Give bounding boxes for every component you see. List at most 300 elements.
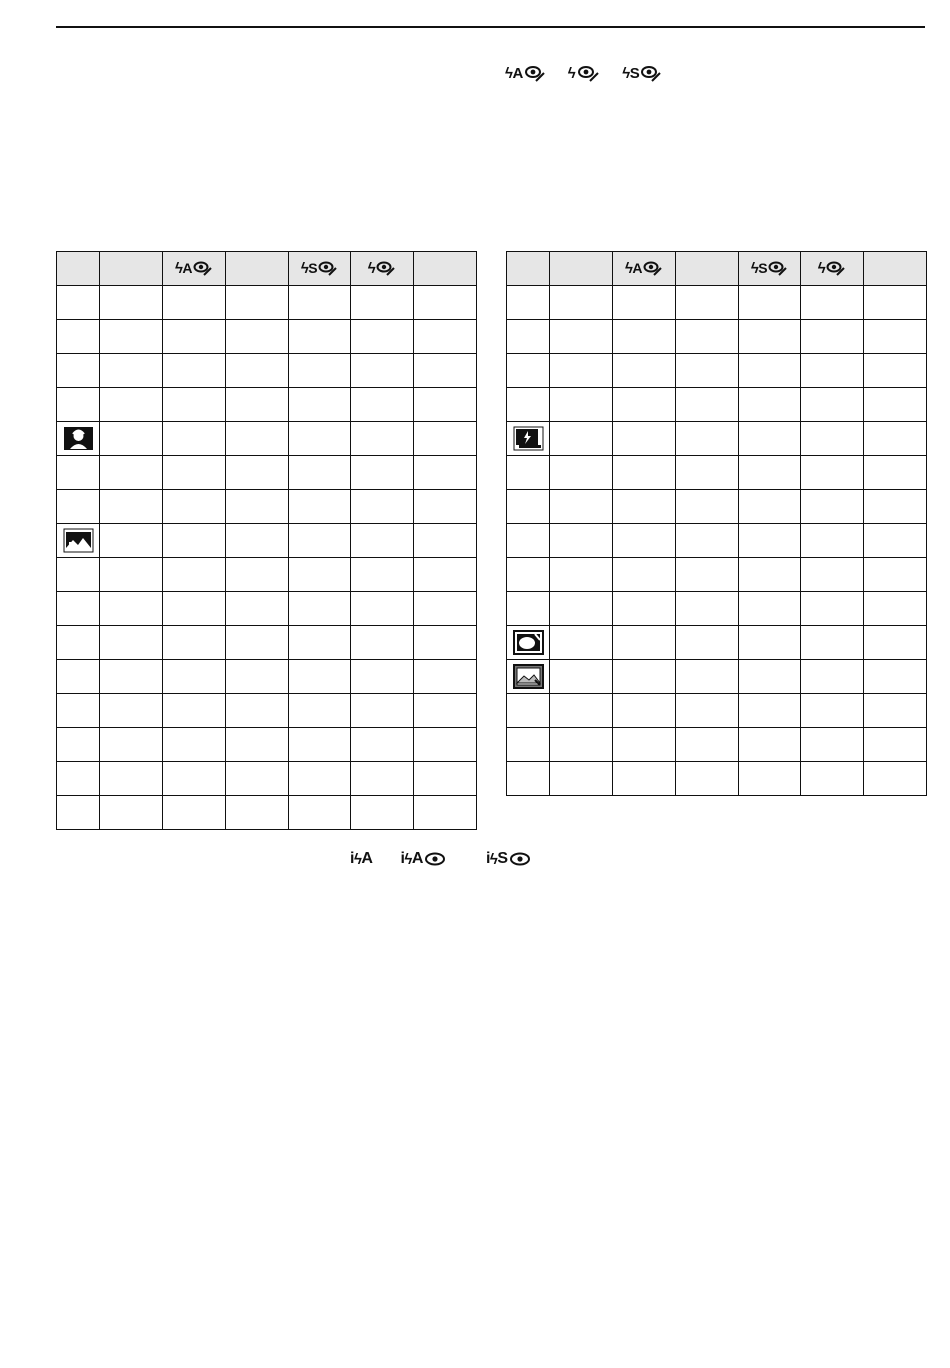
table-cell bbox=[801, 524, 864, 558]
scene-cell bbox=[507, 558, 550, 592]
table-cell bbox=[739, 558, 801, 592]
table-cell bbox=[414, 592, 477, 626]
header-cell bbox=[226, 252, 289, 286]
table-cell bbox=[414, 558, 477, 592]
eye-pen-icon bbox=[193, 259, 213, 277]
table-row bbox=[57, 592, 477, 626]
table-cell bbox=[226, 626, 289, 660]
table-row bbox=[57, 558, 477, 592]
bolt-icon: ϟ bbox=[367, 259, 376, 277]
table-cell bbox=[226, 592, 289, 626]
symbol-letter: S bbox=[308, 260, 318, 277]
table-cell bbox=[739, 762, 801, 796]
table-cell bbox=[163, 796, 226, 830]
table-cell bbox=[100, 490, 163, 524]
eye-pen-icon bbox=[643, 259, 663, 277]
top-rule bbox=[56, 26, 925, 28]
scene-cell bbox=[507, 626, 550, 660]
table-row bbox=[507, 626, 927, 660]
portrait-scene-icon bbox=[63, 426, 94, 451]
table-cell bbox=[676, 524, 739, 558]
slow-sync-redeye-reduction-symbol bbox=[301, 259, 338, 277]
scene-cell bbox=[507, 354, 550, 388]
table-cell bbox=[613, 490, 676, 524]
bolt-icon: ϟ bbox=[567, 64, 576, 82]
header-cell bbox=[163, 252, 226, 286]
table-cell bbox=[414, 694, 477, 728]
table-cell bbox=[676, 320, 739, 354]
table-cell bbox=[226, 762, 289, 796]
symbol-letter: S bbox=[497, 850, 508, 867]
table-cell bbox=[351, 388, 414, 422]
scene-cell bbox=[57, 388, 100, 422]
flash-auto-redeye-reduction-symbol bbox=[175, 259, 213, 277]
table-cell bbox=[100, 762, 163, 796]
table-row bbox=[507, 762, 927, 796]
scene-cell bbox=[57, 558, 100, 592]
table-cell bbox=[414, 286, 477, 320]
table-cell bbox=[351, 456, 414, 490]
table-cell bbox=[163, 490, 226, 524]
eye-pen-icon bbox=[318, 259, 338, 277]
table-cell bbox=[550, 286, 613, 320]
table-cell bbox=[163, 456, 226, 490]
intelligent-slow-sync-redeye-symbol bbox=[486, 850, 531, 868]
header-cell bbox=[676, 252, 739, 286]
table-cell bbox=[289, 694, 351, 728]
table-cell bbox=[226, 354, 289, 388]
scene-cell bbox=[57, 490, 100, 524]
table-cell bbox=[351, 796, 414, 830]
table-cell bbox=[801, 490, 864, 524]
header-cell bbox=[100, 252, 163, 286]
table-cell bbox=[100, 694, 163, 728]
table-cell bbox=[226, 456, 289, 490]
eye-pen-icon bbox=[576, 63, 600, 83]
scene-cell bbox=[507, 456, 550, 490]
table-cell bbox=[613, 354, 676, 388]
table-cell bbox=[163, 286, 226, 320]
landscape-frame-scene-icon bbox=[513, 664, 544, 689]
table-cell bbox=[289, 524, 351, 558]
scene-cell bbox=[507, 762, 550, 796]
flash-settings-table-left bbox=[56, 251, 477, 830]
table-row bbox=[507, 286, 927, 320]
header-cell bbox=[57, 252, 100, 286]
table-cell bbox=[613, 762, 676, 796]
table-cell bbox=[613, 320, 676, 354]
table-cell bbox=[163, 660, 226, 694]
table-cell bbox=[550, 490, 613, 524]
panorama-scene-icon bbox=[63, 528, 94, 553]
table-cell bbox=[163, 728, 226, 762]
table-cell bbox=[801, 320, 864, 354]
table-cell bbox=[226, 796, 289, 830]
header-cell bbox=[414, 252, 477, 286]
scene-cell bbox=[57, 694, 100, 728]
table-cell bbox=[801, 354, 864, 388]
table-cell bbox=[414, 524, 477, 558]
table-row bbox=[507, 490, 927, 524]
intelligent-flash-auto-symbol bbox=[350, 850, 372, 868]
header-cell bbox=[864, 252, 927, 286]
bolt-icon: ϟ bbox=[817, 259, 826, 277]
scene-cell bbox=[507, 660, 550, 694]
table-cell bbox=[550, 626, 613, 660]
flash-on-redeye-symbol bbox=[568, 63, 600, 83]
table-cell bbox=[100, 660, 163, 694]
table-cell bbox=[414, 626, 477, 660]
table-cell bbox=[289, 796, 351, 830]
table-cell bbox=[163, 354, 226, 388]
table-cell bbox=[163, 388, 226, 422]
header-cell bbox=[739, 252, 801, 286]
table-cell bbox=[289, 320, 351, 354]
table-cell bbox=[351, 354, 414, 388]
table-row bbox=[57, 626, 477, 660]
symbol-letter: S bbox=[629, 64, 640, 82]
table-cell bbox=[864, 388, 927, 422]
scene-cell bbox=[57, 626, 100, 660]
header-cell bbox=[289, 252, 351, 286]
table-cell bbox=[676, 456, 739, 490]
table-cell bbox=[289, 728, 351, 762]
header-cell bbox=[613, 252, 676, 286]
flash-burst-scene-icon bbox=[513, 426, 544, 451]
table-row bbox=[57, 388, 477, 422]
table-cell bbox=[289, 422, 351, 456]
table-row bbox=[57, 456, 477, 490]
table-cell bbox=[100, 286, 163, 320]
table-cell bbox=[226, 728, 289, 762]
symbol-letter: A bbox=[512, 64, 523, 82]
table-cell bbox=[739, 524, 801, 558]
table-cell bbox=[163, 694, 226, 728]
table-cell bbox=[864, 592, 927, 626]
bolt-icon: ϟ bbox=[300, 259, 309, 277]
table-header-row bbox=[57, 252, 477, 286]
flash-auto-redeye-reduction-symbol bbox=[625, 259, 663, 277]
table-cell bbox=[163, 422, 226, 456]
table-cell bbox=[414, 660, 477, 694]
table-row bbox=[57, 728, 477, 762]
table-cell bbox=[100, 524, 163, 558]
table-cell bbox=[613, 626, 676, 660]
table-cell bbox=[864, 762, 927, 796]
table-cell bbox=[414, 796, 477, 830]
symbol-letter: A bbox=[182, 260, 193, 277]
table-cell bbox=[100, 728, 163, 762]
table-row bbox=[507, 558, 927, 592]
scene-cell bbox=[57, 728, 100, 762]
table-cell bbox=[676, 354, 739, 388]
table-row bbox=[507, 388, 927, 422]
table-cell bbox=[676, 762, 739, 796]
bolt-icon: ϟ bbox=[489, 850, 498, 868]
header-cell bbox=[507, 252, 550, 286]
table-cell bbox=[676, 422, 739, 456]
table-cell bbox=[414, 320, 477, 354]
eye-pen-icon bbox=[768, 259, 788, 277]
slow-sync-redeye-reduction-symbol bbox=[751, 259, 788, 277]
table-cell bbox=[163, 592, 226, 626]
table-cell bbox=[739, 354, 801, 388]
table-cell bbox=[864, 694, 927, 728]
table-cell bbox=[801, 286, 864, 320]
table-cell bbox=[351, 524, 414, 558]
table-cell bbox=[226, 524, 289, 558]
table-cell bbox=[864, 728, 927, 762]
table-cell bbox=[351, 694, 414, 728]
table-row bbox=[507, 592, 927, 626]
table-cell bbox=[864, 422, 927, 456]
scene-cell bbox=[507, 490, 550, 524]
table-cell bbox=[414, 354, 477, 388]
table-cell bbox=[289, 626, 351, 660]
table-row bbox=[57, 320, 477, 354]
table-cell bbox=[289, 388, 351, 422]
table-row bbox=[507, 422, 927, 456]
bolt-icon: ϟ bbox=[505, 64, 513, 82]
table-cell bbox=[676, 626, 739, 660]
header-flash-symbols bbox=[505, 63, 662, 83]
table-cell bbox=[289, 762, 351, 796]
table-cell bbox=[289, 456, 351, 490]
table-cell bbox=[739, 320, 801, 354]
symbol-letter: S bbox=[758, 260, 768, 277]
scene-cell bbox=[507, 592, 550, 626]
table-cell bbox=[100, 626, 163, 660]
scene-cell bbox=[57, 422, 100, 456]
symbol-letter: i bbox=[400, 850, 405, 867]
bolt-icon: ϟ bbox=[174, 259, 183, 277]
table-cell bbox=[550, 354, 613, 388]
table-cell bbox=[739, 626, 801, 660]
table-cell bbox=[801, 626, 864, 660]
table-cell bbox=[351, 660, 414, 694]
table-header-row bbox=[507, 252, 927, 286]
table-cell bbox=[613, 660, 676, 694]
table-cell bbox=[676, 558, 739, 592]
table-cell bbox=[550, 388, 613, 422]
table-cell bbox=[801, 694, 864, 728]
eye-pen-icon bbox=[524, 63, 546, 83]
scene-cell bbox=[57, 592, 100, 626]
table-cell bbox=[351, 286, 414, 320]
table-cell bbox=[864, 524, 927, 558]
table-cell bbox=[289, 660, 351, 694]
eye-pen-icon bbox=[826, 259, 846, 277]
table-cell bbox=[226, 320, 289, 354]
table-cell bbox=[100, 558, 163, 592]
table-cell bbox=[351, 558, 414, 592]
table-cell bbox=[163, 320, 226, 354]
table-cell bbox=[550, 524, 613, 558]
table-cell bbox=[414, 490, 477, 524]
table-cell bbox=[351, 762, 414, 796]
table-cell bbox=[226, 694, 289, 728]
table-cell bbox=[739, 422, 801, 456]
scene-cell bbox=[57, 660, 100, 694]
table-row bbox=[507, 524, 927, 558]
table-cell bbox=[414, 422, 477, 456]
scene-cell bbox=[507, 728, 550, 762]
table-cell bbox=[864, 660, 927, 694]
table-cell bbox=[864, 456, 927, 490]
bolt-icon: ϟ bbox=[353, 850, 362, 868]
table-cell bbox=[100, 592, 163, 626]
table-cell bbox=[613, 388, 676, 422]
table-cell bbox=[613, 524, 676, 558]
table-cell bbox=[550, 320, 613, 354]
flash-settings-table-right bbox=[506, 251, 927, 796]
bolt-icon: ϟ bbox=[750, 259, 759, 277]
table-cell bbox=[226, 558, 289, 592]
table-cell bbox=[550, 660, 613, 694]
table-row bbox=[57, 490, 477, 524]
table-row bbox=[507, 660, 927, 694]
scene-cell bbox=[57, 286, 100, 320]
table-cell bbox=[226, 286, 289, 320]
table-cell bbox=[100, 320, 163, 354]
scene-cell bbox=[507, 286, 550, 320]
table-cell bbox=[226, 422, 289, 456]
table-cell bbox=[163, 524, 226, 558]
table-cell bbox=[226, 388, 289, 422]
footer-flash-symbols bbox=[350, 850, 531, 868]
table-cell bbox=[864, 320, 927, 354]
table-cell bbox=[739, 660, 801, 694]
table-cell bbox=[864, 490, 927, 524]
table-row bbox=[57, 762, 477, 796]
intelligent-flash-auto-redeye-symbol bbox=[400, 850, 445, 868]
symbol-letter: i bbox=[485, 850, 490, 867]
table-cell bbox=[351, 320, 414, 354]
table-cell bbox=[613, 558, 676, 592]
table-cell bbox=[550, 456, 613, 490]
table-cell bbox=[801, 456, 864, 490]
header-cell bbox=[801, 252, 864, 286]
table-cell bbox=[100, 796, 163, 830]
table-cell bbox=[801, 388, 864, 422]
flash-auto-redeye-symbol bbox=[505, 63, 546, 83]
table-cell bbox=[289, 354, 351, 388]
table-cell bbox=[289, 490, 351, 524]
table-cell bbox=[676, 388, 739, 422]
eye-pen-icon bbox=[376, 259, 396, 277]
flash-on-redeye-reduction-symbol bbox=[368, 259, 396, 277]
table-cell bbox=[351, 592, 414, 626]
table-row bbox=[57, 524, 477, 558]
symbol-letter: A bbox=[411, 850, 423, 867]
table-row bbox=[57, 694, 477, 728]
bolt-icon: ϟ bbox=[404, 850, 412, 868]
eye-pen-icon bbox=[640, 63, 662, 83]
table-row bbox=[507, 728, 927, 762]
table-row bbox=[57, 660, 477, 694]
table-cell bbox=[676, 728, 739, 762]
table-row bbox=[57, 796, 477, 830]
scene-cell bbox=[57, 354, 100, 388]
table-cell bbox=[613, 286, 676, 320]
scene-cell bbox=[507, 388, 550, 422]
scene-cell bbox=[507, 694, 550, 728]
scene-cell bbox=[57, 762, 100, 796]
table-row bbox=[507, 320, 927, 354]
table-cell bbox=[100, 388, 163, 422]
symbol-letter: A bbox=[632, 260, 643, 277]
table-cell bbox=[739, 728, 801, 762]
table-cell bbox=[414, 456, 477, 490]
scene-cell bbox=[507, 422, 550, 456]
slow-sync-redeye-symbol bbox=[622, 63, 662, 83]
symbol-letter: i bbox=[350, 850, 354, 867]
table-cell bbox=[289, 558, 351, 592]
table-cell bbox=[550, 762, 613, 796]
table-cell bbox=[864, 558, 927, 592]
table-cell bbox=[739, 694, 801, 728]
table-cell bbox=[550, 694, 613, 728]
table-cell bbox=[100, 422, 163, 456]
table-cell bbox=[676, 286, 739, 320]
table-cell bbox=[414, 762, 477, 796]
table-cell bbox=[676, 490, 739, 524]
table-cell bbox=[613, 456, 676, 490]
table-cell bbox=[801, 558, 864, 592]
table-cell bbox=[739, 490, 801, 524]
table-cell bbox=[289, 592, 351, 626]
table-cell bbox=[676, 660, 739, 694]
table-cell bbox=[351, 422, 414, 456]
scene-cell bbox=[57, 320, 100, 354]
table-cell bbox=[613, 694, 676, 728]
flash-on-redeye-reduction-symbol bbox=[818, 259, 846, 277]
table-cell bbox=[351, 490, 414, 524]
scene-cell bbox=[57, 796, 100, 830]
table-cell bbox=[801, 422, 864, 456]
table-cell bbox=[739, 592, 801, 626]
table-row bbox=[57, 286, 477, 320]
table-cell bbox=[100, 456, 163, 490]
table-cell bbox=[739, 286, 801, 320]
table-cell bbox=[550, 728, 613, 762]
table-cell bbox=[550, 592, 613, 626]
scene-cell bbox=[507, 320, 550, 354]
header-cell bbox=[550, 252, 613, 286]
table-cell bbox=[100, 354, 163, 388]
scene-cell bbox=[507, 524, 550, 558]
table-cell bbox=[864, 286, 927, 320]
eye-icon bbox=[509, 851, 531, 867]
table-cell bbox=[801, 592, 864, 626]
table-cell bbox=[739, 388, 801, 422]
table-cell bbox=[864, 626, 927, 660]
scene-cell bbox=[57, 456, 100, 490]
table-row bbox=[507, 694, 927, 728]
table-cell bbox=[801, 728, 864, 762]
table-cell bbox=[163, 626, 226, 660]
table-cell bbox=[163, 762, 226, 796]
table-row bbox=[507, 456, 927, 490]
photo-frame-scene-icon bbox=[513, 630, 544, 655]
table-cell bbox=[739, 456, 801, 490]
table-cell bbox=[801, 762, 864, 796]
eye-icon bbox=[424, 851, 446, 867]
scene-cell bbox=[57, 524, 100, 558]
table-cell bbox=[226, 660, 289, 694]
table-row bbox=[57, 422, 477, 456]
table-row bbox=[57, 354, 477, 388]
